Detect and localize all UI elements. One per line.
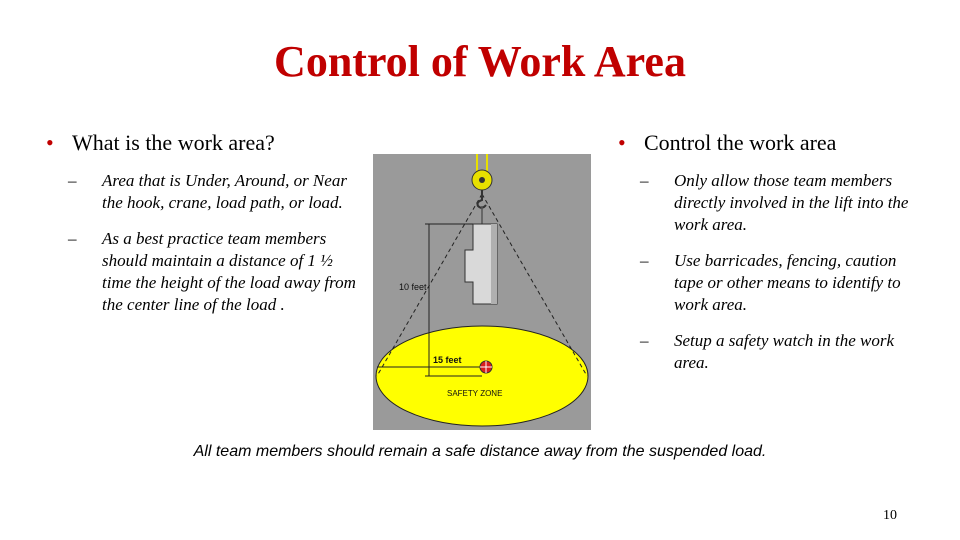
dash-marker: – [68, 171, 77, 190]
bullet-dot: • [618, 130, 626, 155]
safety-zone-diagram [373, 154, 591, 430]
slide-title: Control of Work Area [274, 37, 686, 86]
radius-label: 15 feet [433, 355, 462, 365]
zone-label: SAFETY ZONE [447, 389, 503, 398]
right-subitem-text: Only allow those team members directly involved in the lift into the work area. [674, 171, 909, 234]
height-label: 10 feet [399, 282, 427, 292]
dash-marker: – [68, 229, 77, 248]
right-subitem-text: Use barricades, fencing, caution tape or other means to identify to work area. [674, 251, 901, 314]
left-bullet [46, 130, 356, 156]
left-subitem-2 [46, 228, 356, 316]
right-bullet [618, 130, 928, 156]
right-subitem-3 [618, 330, 928, 374]
left-heading: What is the work area? [72, 130, 275, 155]
dash-marker: – [640, 171, 649, 190]
load-shadow [491, 224, 497, 304]
caption: All team members should remain a safe distance away from the suspended load. [193, 443, 767, 460]
dash-marker: – [640, 331, 649, 350]
right-heading: Control the work area [644, 130, 837, 155]
right-subitem-2 [618, 250, 928, 316]
page-number: 10 [883, 508, 897, 523]
left-subitem-text: As a best practice team members should maintain a distance of 1 ½ time the height of the load away from the center line of the load . [102, 229, 356, 314]
right-column [618, 130, 928, 388]
left-subitem-1 [46, 170, 356, 214]
left-column [46, 130, 356, 330]
right-subitem-1 [618, 170, 928, 236]
left-subitem-text: Area that is Under, Around, or Near the hook, crane, load path, or load. [102, 171, 347, 212]
bullet-dot: • [46, 130, 54, 155]
hook-pin-icon [479, 177, 485, 183]
right-subitem-text: Setup a safety watch in the work area. [674, 331, 895, 372]
dash-marker: – [640, 251, 649, 270]
